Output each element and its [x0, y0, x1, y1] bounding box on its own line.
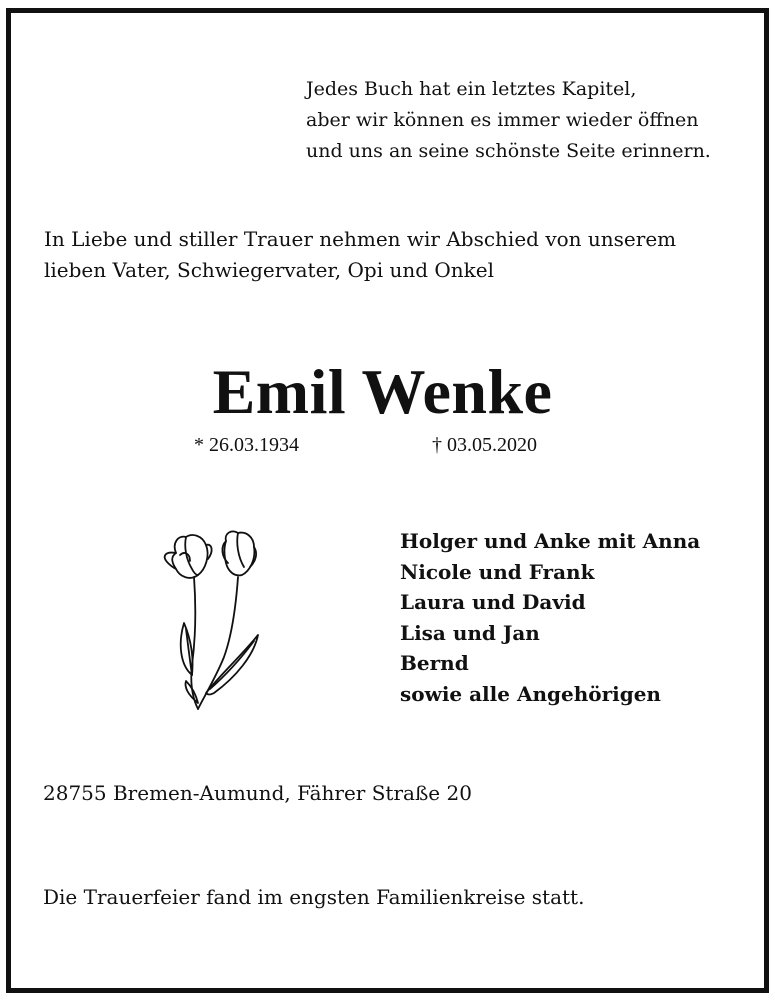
farewell-intro [44, 224, 764, 286]
mourner-item: Laura und David [400, 590, 586, 614]
ceremony-note: Die Trauerfeier fand im engsten Familienkreise statt. [43, 885, 585, 909]
death-date: † 03.05.2020 [432, 434, 537, 456]
quote-line: und uns an seine schönste Seite erinnern. [306, 140, 711, 162]
tulip-icon [150, 525, 270, 715]
intro-line: In Liebe und stiller Trauer nehmen wir Abschied von unserem [44, 227, 677, 251]
mourner-item: Lisa und Jan [400, 620, 540, 645]
mourner-item: Bernd [400, 651, 469, 675]
memorial-quote [306, 74, 746, 167]
mourner-item: Nicole und Frank [400, 559, 595, 584]
quote-line: Jedes Buch hat ein letztes Kapitel, [306, 78, 637, 100]
mourners-list [400, 526, 760, 709]
mourner-item: sowie alle Angehörigen [400, 681, 661, 706]
birth-date: * 26.03.1934 [194, 434, 299, 456]
mourner-item: Holger und Anke mit Anna [400, 529, 701, 553]
family-address: 28755 Bremen-Aumund, Fährer Straße 20 [43, 781, 472, 805]
quote-line: aber wir können es immer wieder öffnen [306, 109, 699, 131]
deceased-name: Emil Wenke [212, 356, 553, 427]
intro-line: lieben Vater, Schwiegervater, Opi und Onkel [44, 258, 494, 282]
